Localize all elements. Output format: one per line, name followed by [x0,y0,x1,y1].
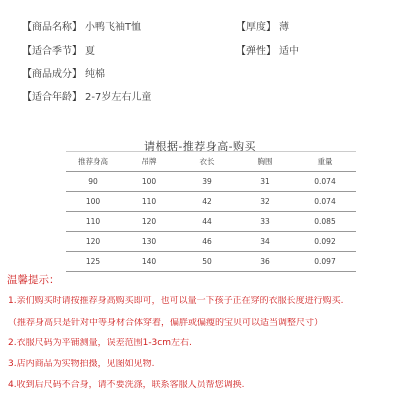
size-table-header-row [66,152,356,172]
cell-weight: 0.097 [314,257,336,266]
size-table [66,151,356,272]
cell-length: 39 [202,177,212,186]
cell-length: 42 [202,197,212,206]
cell-tag-size: 120 [141,217,157,226]
attr-name [22,22,141,34]
cell-length: 50 [202,257,212,266]
cell-weight: 0.085 [314,217,336,226]
attr-thickness-value: 薄 [279,22,289,33]
attr-name-tag: 【商品名称】 [22,22,82,33]
cell-height: 110 [85,217,101,226]
cell-chest: 31 [260,177,270,186]
attr-age [22,92,151,104]
cell-weight: 0.074 [314,197,336,206]
tip-item: 2.衣服尺码为平铺测量，误差范围1-3cm左右. [8,338,192,348]
cell-chest: 33 [260,217,270,226]
table-row [66,232,356,252]
tip-item: 3.店内商品为实物拍摄，见图如见物. [8,359,155,369]
cell-chest: 34 [260,237,270,246]
table-row [66,192,356,212]
attr-material-tag: 【商品成分】 [22,69,82,80]
header-length: 衣长 [199,157,215,166]
cell-tag-size: 100 [141,177,157,186]
attr-season-tag: 【适合季节】 [22,46,82,57]
header-chest: 胸围 [257,157,273,166]
size-table-title: 请根据-推荐身高-购买 [144,140,256,153]
attr-age-tag: 【适合年龄】 [22,92,82,103]
header-weight: 重量 [317,157,333,166]
cell-chest: 32 [260,197,270,206]
attr-season-value: 夏 [85,46,95,57]
table-row [66,252,356,272]
attr-thickness-tag: 【厚度】 [236,22,276,33]
cell-length: 44 [202,217,212,226]
header-height: 推荐身高 [78,157,108,166]
attr-material [22,69,105,81]
cell-height: 125 [85,257,101,266]
table-row [66,172,356,192]
attr-elasticity-tag: 【弹性】 [236,46,276,57]
header-tag-size: 吊牌 [141,157,157,166]
cell-weight: 0.092 [314,237,336,246]
tip-item: 1.亲们购买时请按推荐身高购买即可，也可以量一下孩子正在穿的衣服长度进行购买. [8,296,344,306]
tip-item: 4.收到后尺码不合身，请不要洗涤，联系客服人员帮您调换. [8,380,245,390]
attr-elasticity-value: 适中 [279,46,299,57]
tips-title: 温馨提示： [7,274,60,286]
attr-name-value: 小鸭飞袖T恤 [85,22,142,33]
cell-height: 100 [85,197,101,206]
cell-chest: 36 [260,257,270,266]
cell-tag-size: 130 [141,237,157,246]
attr-elasticity [236,46,299,58]
table-row [66,212,356,232]
attr-thickness [236,22,289,34]
cell-weight: 0.074 [314,177,336,186]
tip-item: （推荐身高只是针对中等身材合体穿着，偏胖或偏瘦的宝贝可以适当调整尺寸） [8,318,324,328]
cell-length: 46 [202,237,212,246]
cell-tag-size: 140 [141,257,157,266]
attr-age-value: 2-7岁左右儿童 [85,92,152,103]
cell-tag-size: 110 [141,197,157,206]
cell-height: 90 [88,177,98,186]
attr-season [22,46,95,58]
cell-height: 120 [85,237,101,246]
attr-material-value: 纯棉 [85,69,105,80]
